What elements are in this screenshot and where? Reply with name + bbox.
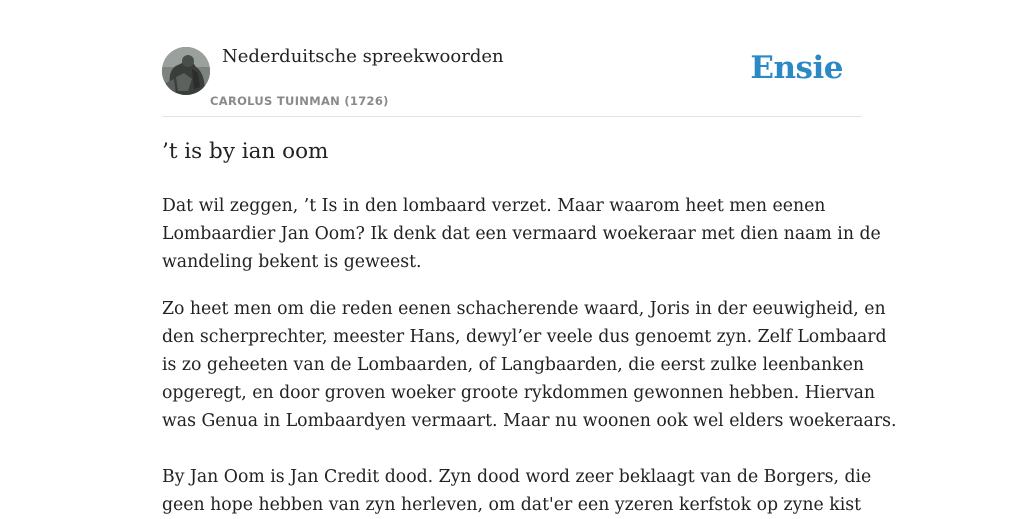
entry-title: ’t is by ian oom xyxy=(162,139,329,164)
book-title[interactable]: Nederduitsche spreekwoorden xyxy=(222,46,504,67)
paragraph xyxy=(162,463,872,519)
text-line: Dat wil zeggen, ’t Is in den lombaard verzet. Maar waarom heet men eenen xyxy=(162,196,826,216)
author-name[interactable]: CAROLUS TUINMAN (1726) xyxy=(210,94,389,108)
text-line: Lombaardier Jan Oom? Ik denk dat een vermaard woekeraar met dien naam in de xyxy=(162,224,881,244)
book-avatar[interactable] xyxy=(162,47,210,95)
text-line: geen hope hebben van zyn herleven, om dat'er een yzeren kerfstok op zyne kist xyxy=(162,495,862,515)
brand-logo[interactable]: Ensie xyxy=(750,50,843,86)
text-line: is zo geheeten van de Lombaarden, of Langbaarden, die eerst zulke leenbanken xyxy=(162,355,864,375)
header xyxy=(162,0,862,117)
text-line: was Genua in Lombaardyen vermaart. Maar nu woonen ook wel elders woekeraars. xyxy=(162,411,897,431)
text-line: wandeling bekent is geweest. xyxy=(162,252,422,272)
page xyxy=(162,0,897,515)
paragraph xyxy=(162,295,897,435)
text-line: opgeregt, en door groven woeker groote rykdommen gewonnen hebben. Hiervan xyxy=(162,383,876,403)
text-line: Zo heet men om die reden eenen schacherende waard, Joris in der eeuwigheid, en xyxy=(162,299,886,319)
text-line: By Jan Oom is Jan Credit dood. Zyn dood word zeer beklaagt van de Borgers, die xyxy=(162,467,872,487)
statue-portrait-icon xyxy=(162,47,210,95)
paragraph xyxy=(162,192,881,276)
text-line: den scherprechter, meester Hans, dewyl’er veele dus genoemt zyn. Zelf Lombaard xyxy=(162,327,887,347)
